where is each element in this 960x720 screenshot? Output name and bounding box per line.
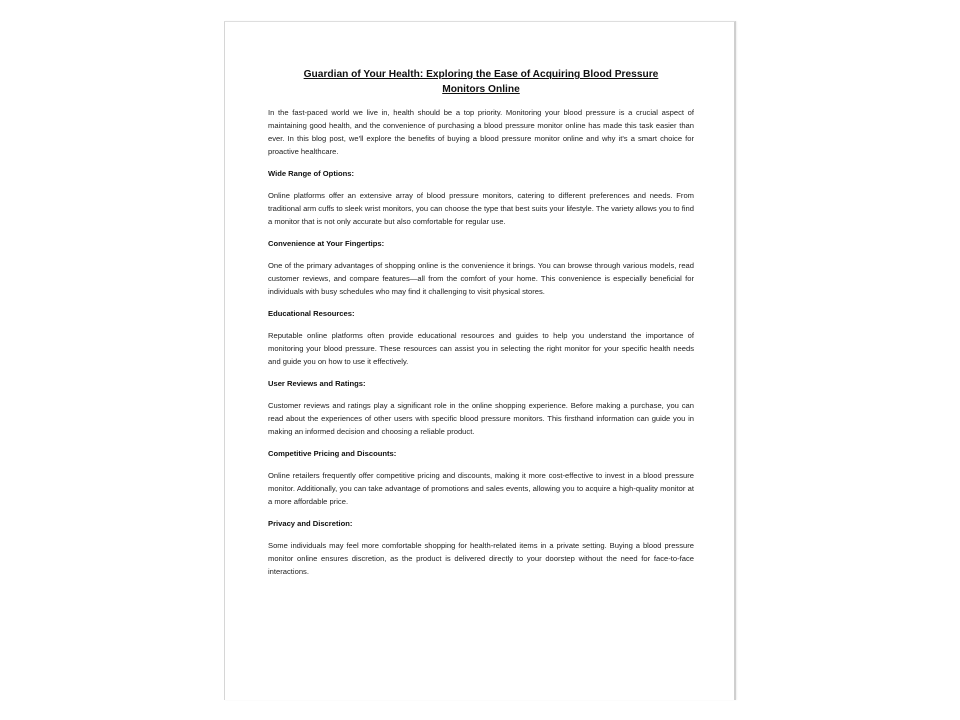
section-heading-pricing: Competitive Pricing and Discounts:	[268, 449, 397, 458]
section-body-pricing: Online retailers frequently offer competitive pricing and discounts, making it more cost-effective to invest in a blood pressure monitor. Additionally, you can take advantage of promotions and sales events, allowing you to acquire a high-quality monitor at a more affordable price.	[268, 471, 694, 506]
section-body-educational: Reputable online platforms often provide educational resources and guides to help you understand the importance of monitoring your blood pressure. These resources can assist you in selecting the right monitor for your specific health needs and guide you on how to use it effectively.	[268, 331, 694, 366]
section-body-privacy: Some individuals may feel more comfortable shopping for health-related items in a private setting. Buying a blood pressure monitor online ensures discretion, as the product is delivered directly to your doorstep without the need for face-to-face interactions.	[268, 541, 694, 576]
intro-paragraph: In the fast-paced world we live in, health should be a top priority. Monitoring your blood pressure is a crucial aspect of maintaining good health, and the convenience of purchasing a blood pressure monitor online has made this task easier than ever. In this blog post, we'll explore the benefits of buying a blood pressure monitor online and why it's a smart choice for proactive healthcare.	[268, 108, 694, 156]
document-page	[224, 21, 736, 700]
section-heading-wide-range: Wide Range of Options:	[268, 169, 354, 178]
section-body-convenience: One of the primary advantages of shopping online is the convenience it brings. You can browse through various models, read customer reviews, and compare features—all from the comfort of your home. This convenience is especially beneficial for individuals with busy schedules who may find it challenging to visit physical stores.	[268, 261, 694, 296]
section-heading-educational: Educational Resources:	[268, 309, 355, 318]
section-body-reviews: Customer reviews and ratings play a significant role in the online shopping experience. Before making a purchase, you can read about the experiences of other users with specific blood pressure monitors. This firsthand information can guide you in making an informed decision and choosing a reliable product.	[268, 401, 694, 436]
document-title: Guardian of Your Health: Exploring the Ease of Acquiring Blood Pressure Monitors Online	[303, 69, 659, 95]
document-content	[268, 68, 694, 587]
section-heading-reviews: User Reviews and Ratings:	[268, 379, 366, 388]
section-heading-privacy: Privacy and Discretion:	[268, 519, 353, 528]
section-heading-convenience: Convenience at Your Fingertips:	[268, 239, 385, 248]
section-body-wide-range: Online platforms offer an extensive array of blood pressure monitors, catering to different preferences and needs. From traditional arm cuffs to sleek wrist monitors, you can choose the type that best suits your lifestyle. The variety allows you to find a monitor that is not only accurate but also comfortable for regular use.	[268, 191, 694, 226]
